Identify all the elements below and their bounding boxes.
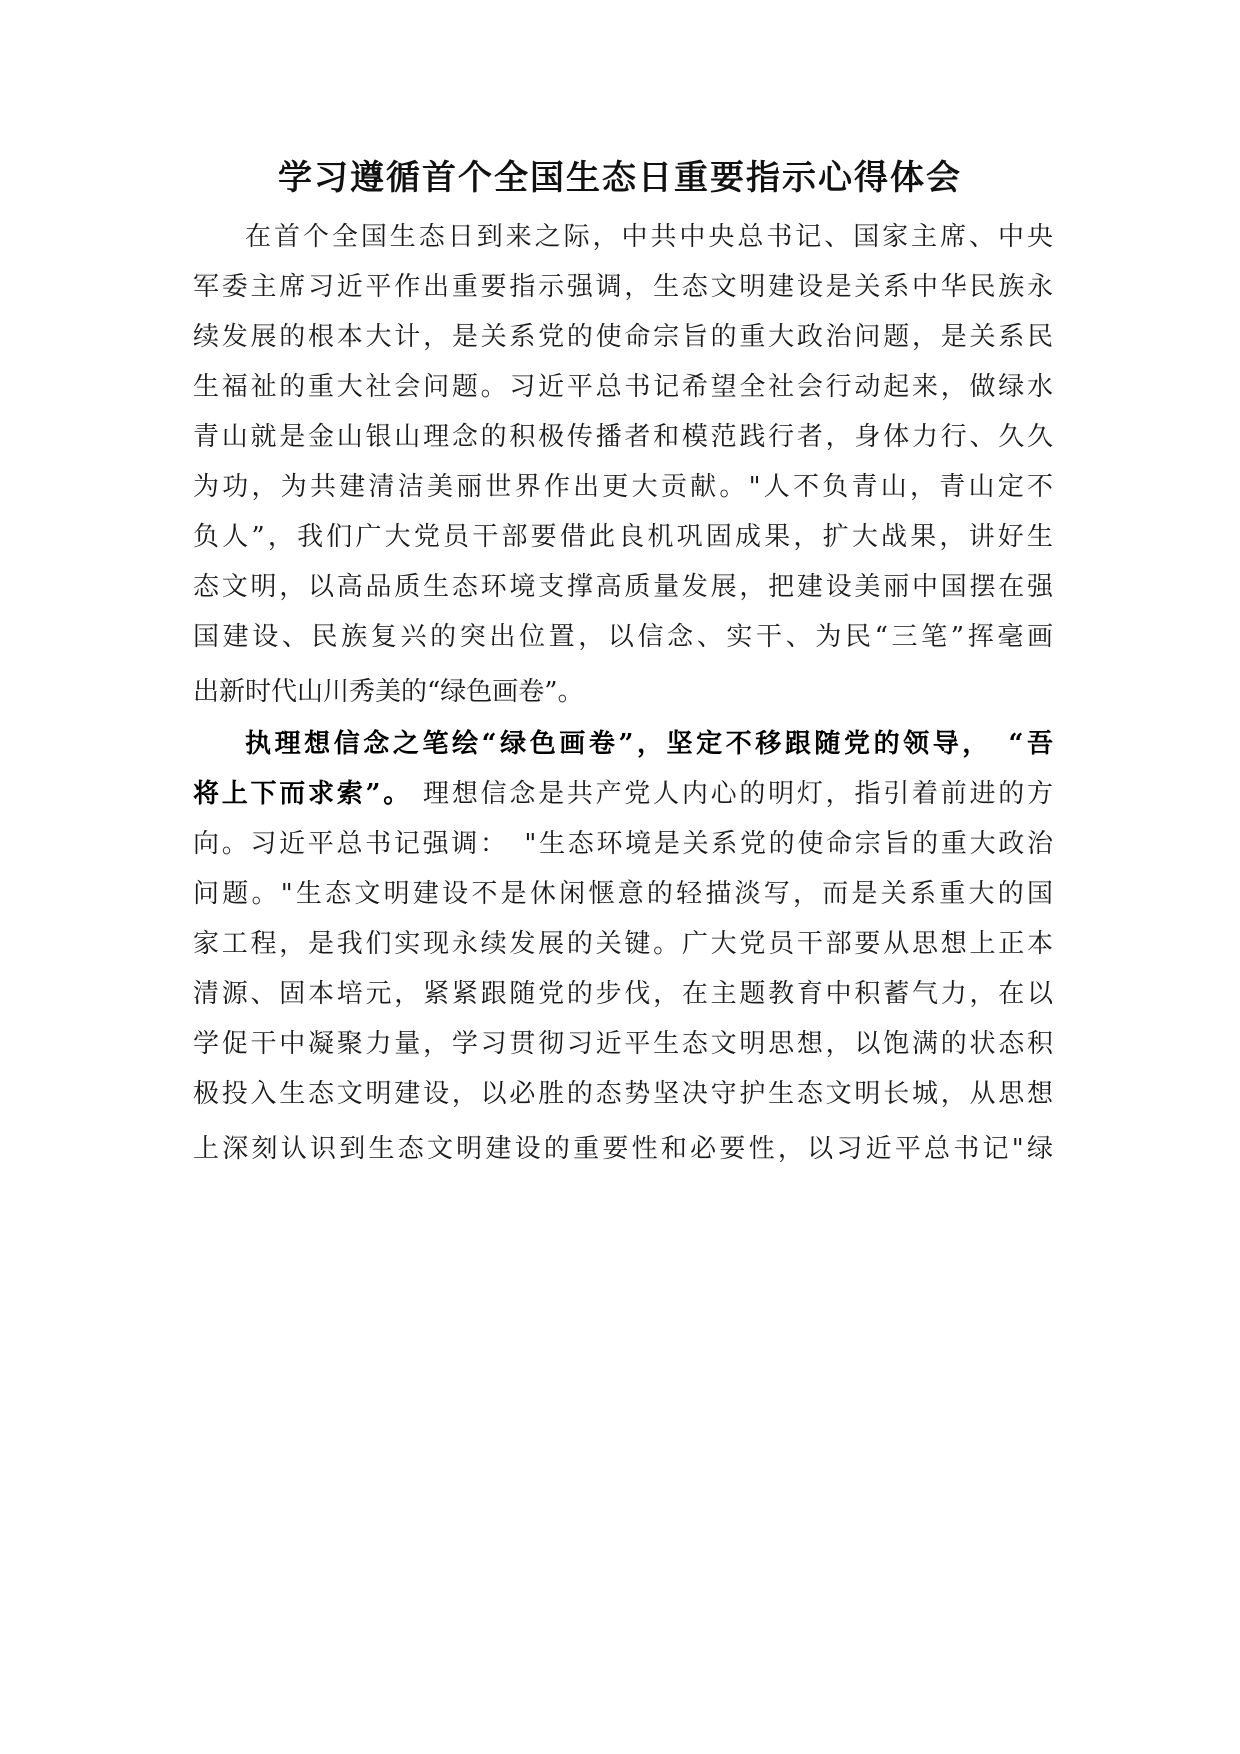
document-title: 学习遵循首个全国生态日重要指示心得体会 <box>278 158 962 198</box>
paragraph-heading-tail: 将上下而求索”。 <box>193 779 413 809</box>
paragraph-line: 学促干中凝聚力量，学习贯彻习近平生态文明思想，以饱满的状态积 <box>193 1029 1053 1059</box>
paragraph-heading-line: 执理想信念之笔绘“绿色画卷”，坚定不移跟随党的领导， “吾 <box>245 729 1053 759</box>
paragraph-line: 向。习近平总书记强调： "生态环境是关系党的使命宗旨的重大政治 <box>193 829 1053 859</box>
paragraph-line: 军委主席习近平作出重要指示强调，生态文明建设是关系中华民族永 <box>193 272 1053 302</box>
paragraph-line: 上深刻认识到生态文明建设的重要性和必要性，以习近平总书记"绿 <box>193 1134 1053 1164</box>
paragraph-line: 青山就是金山银山理念的积极传播者和模范践行者，身体力行、久久 <box>193 422 1053 452</box>
paragraph-line: 在首个全国生态日到来之际，中共中央总书记、国家主席、中央 <box>245 222 1053 252</box>
paragraph-text: 理想信念是共产党人内心的明灯，指引着前进的方 <box>412 779 1053 809</box>
paragraph-line: 问题。"生态文明建设不是休闲惬意的轻描淡写，而是关系重大的国 <box>193 879 1053 909</box>
paragraph-line: 出新时代山川秀美的“绿色画卷”。 <box>193 677 584 707</box>
paragraph-line: 态文明，以高品质生态环境支撑高质量发展，把建设美丽中国摆在强 <box>193 572 1053 602</box>
paragraph-line: 国建设、民族复兴的突出位置，以信念、实干、为民“三笔”挥毫画 <box>193 622 1053 652</box>
paragraph-line: 清源、固本培元，紧紧跟随党的步伐，在主题教育中积蓄气力，在以 <box>193 979 1053 1009</box>
paragraph-line: 续发展的根本大计，是关系党的使命宗旨的重大政治问题，是关系民 <box>193 322 1053 352</box>
paragraph-line: 极投入生态文明建设，以必胜的态势坚决守护生态文明长城，从思想 <box>193 1079 1053 1109</box>
paragraph-line: 负人”，我们广大党员干部要借此良机巩固成果，扩大战果，讲好生 <box>193 522 1053 552</box>
paragraph-line: 为功，为共建清洁美丽世界作出更大贡献。"人不负青山，青山定不 <box>193 472 1053 502</box>
paragraph-line: 生福祉的重大社会问题。习近平总书记希望全社会行动起来，做绿水 <box>193 372 1053 402</box>
paragraph-line <box>193 772 1053 816</box>
paragraph-line: 家工程，是我们实现永续发展的关键。广大党员干部要从思想上正本 <box>193 929 1053 959</box>
